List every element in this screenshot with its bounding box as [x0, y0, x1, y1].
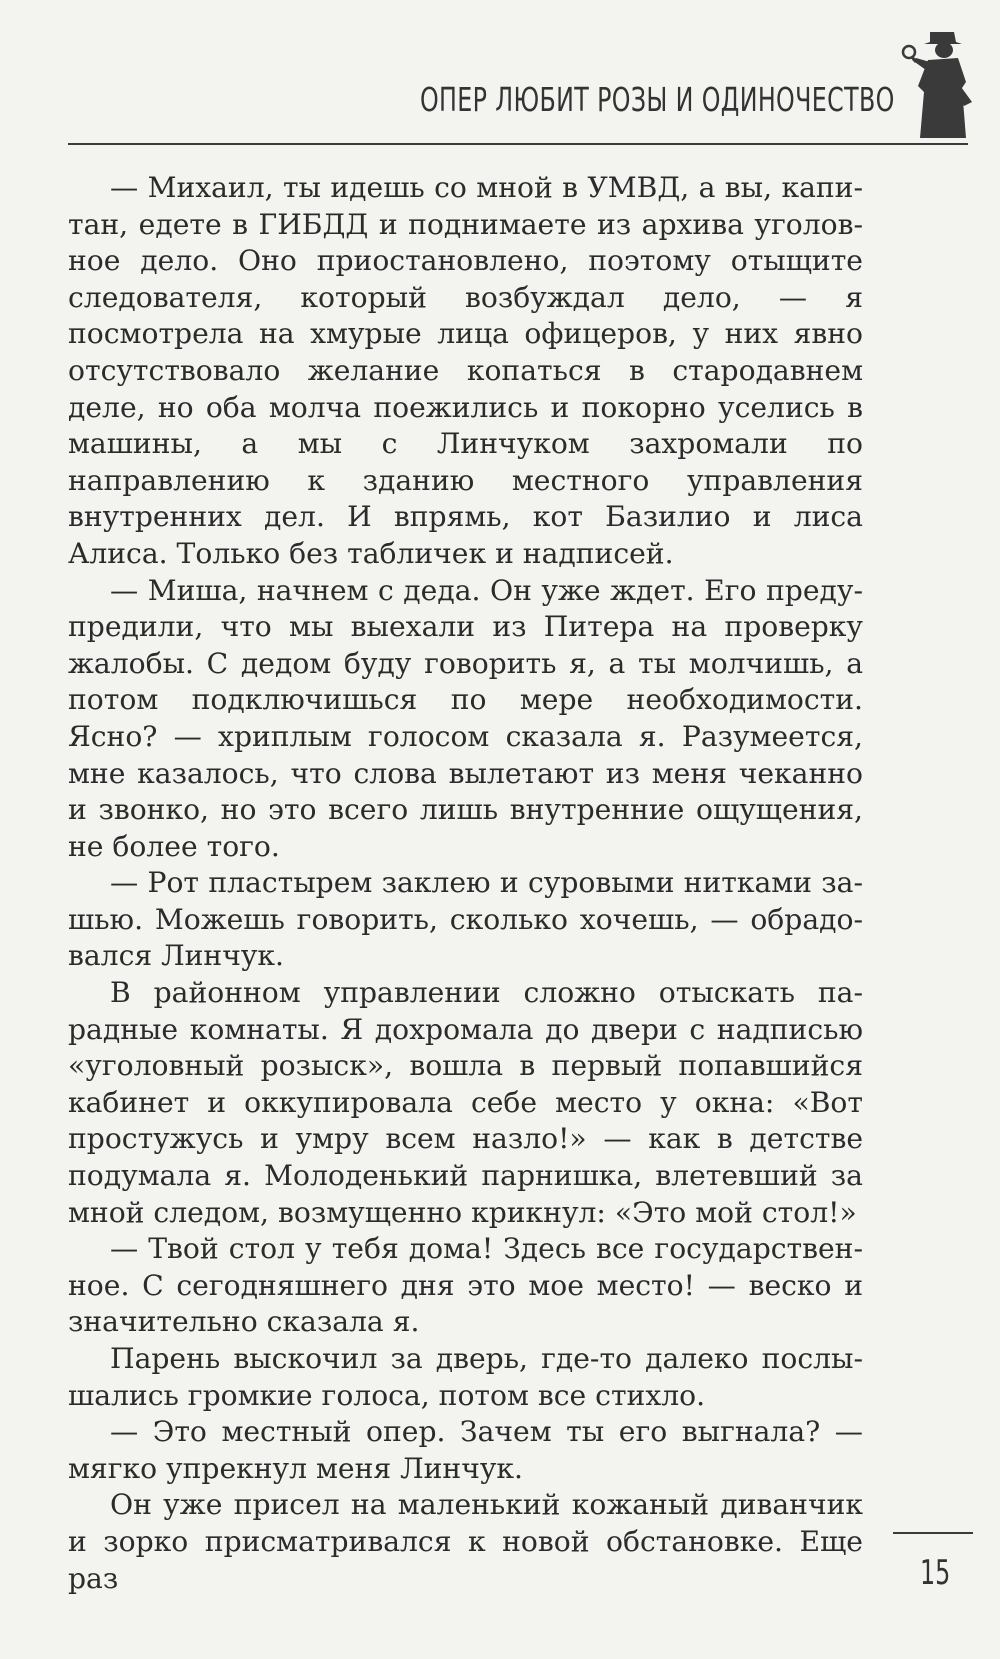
paragraph: Он уже присел на маленький кожаный диванчик и зорко присматривался к новой обстановке. Еще раз [68, 1488, 863, 1595]
page-number: 15 [920, 1553, 951, 1593]
paragraph: Парень выскочил за дверь, где-то далеко послышались громкие голоса, потом все стихло. [68, 1342, 863, 1412]
paragraph: В районном управлении сложно отыскать парадные комнаты. Я дохромала до двери с надписью «уголовный розыск», вошла в первый попавшийся кабинет и оккупировала себе место у окна: «Вот простужусь и умру всем назло!» — как в детстве подумала я. Молоденький парнишка, влетевший за мной следом, возмущенно крикнул: «Это мой стол!» [68, 976, 863, 1229]
body-text [68, 170, 863, 1597]
paragraph: — Михаил, ты идешь со мной в УМВД, а вы, капитан, едете в ГИБДД и поднимаете из архива уголовное дело. Оно приостановлено, поэтому отыщите следователя, который возбуждал дело, — я посмотрела на хмурые лица офицеров, у них явно отсутствовало желание копаться в стародавнем деле, но оба молча поежились и покорно уселись в машины, а мы с Линчуком захромали по направлению к зданию местного управления внутренних дел. И впрямь, кот Базилио и лиса Алиса. Только без табличек и надписей. [68, 171, 863, 570]
detective-silhouette-icon [900, 22, 980, 146]
paragraph: — Рот пластырем заклею и суровыми нитками зашью. Можешь говорить, сколько хочешь, — обрадовался Линчук. [68, 866, 863, 973]
paragraph: — Это местный опер. Зачем ты его выгнала? — мягко упрекнул меня Линчук. [68, 1415, 863, 1485]
running-header-title: ОПЕР ЛЮБИТ РОЗЫ И ОДИНОЧЕСТВО [420, 80, 895, 119]
header-rule [68, 143, 968, 145]
footer-rule [893, 1532, 973, 1534]
paragraph: — Миша, начнем с деда. Он уже ждет. Его предупредили, что мы выехали из Питера на проверку жалобы. С дедом буду говорить я, а ты молчишь, а потом подключишься по мере необходимости. Ясно? — хриплым голосом сказала я. Разумеется, мне казалось, что слова вылетают из меня чеканно и звонко, но это всего лишь внутренние ощущения, не более того. [68, 573, 863, 863]
paragraph: — Твой стол у тебя дома! Здесь все государственное. С сегодняшнего дня это мое место! — веско и значительно сказала я. [68, 1232, 863, 1339]
